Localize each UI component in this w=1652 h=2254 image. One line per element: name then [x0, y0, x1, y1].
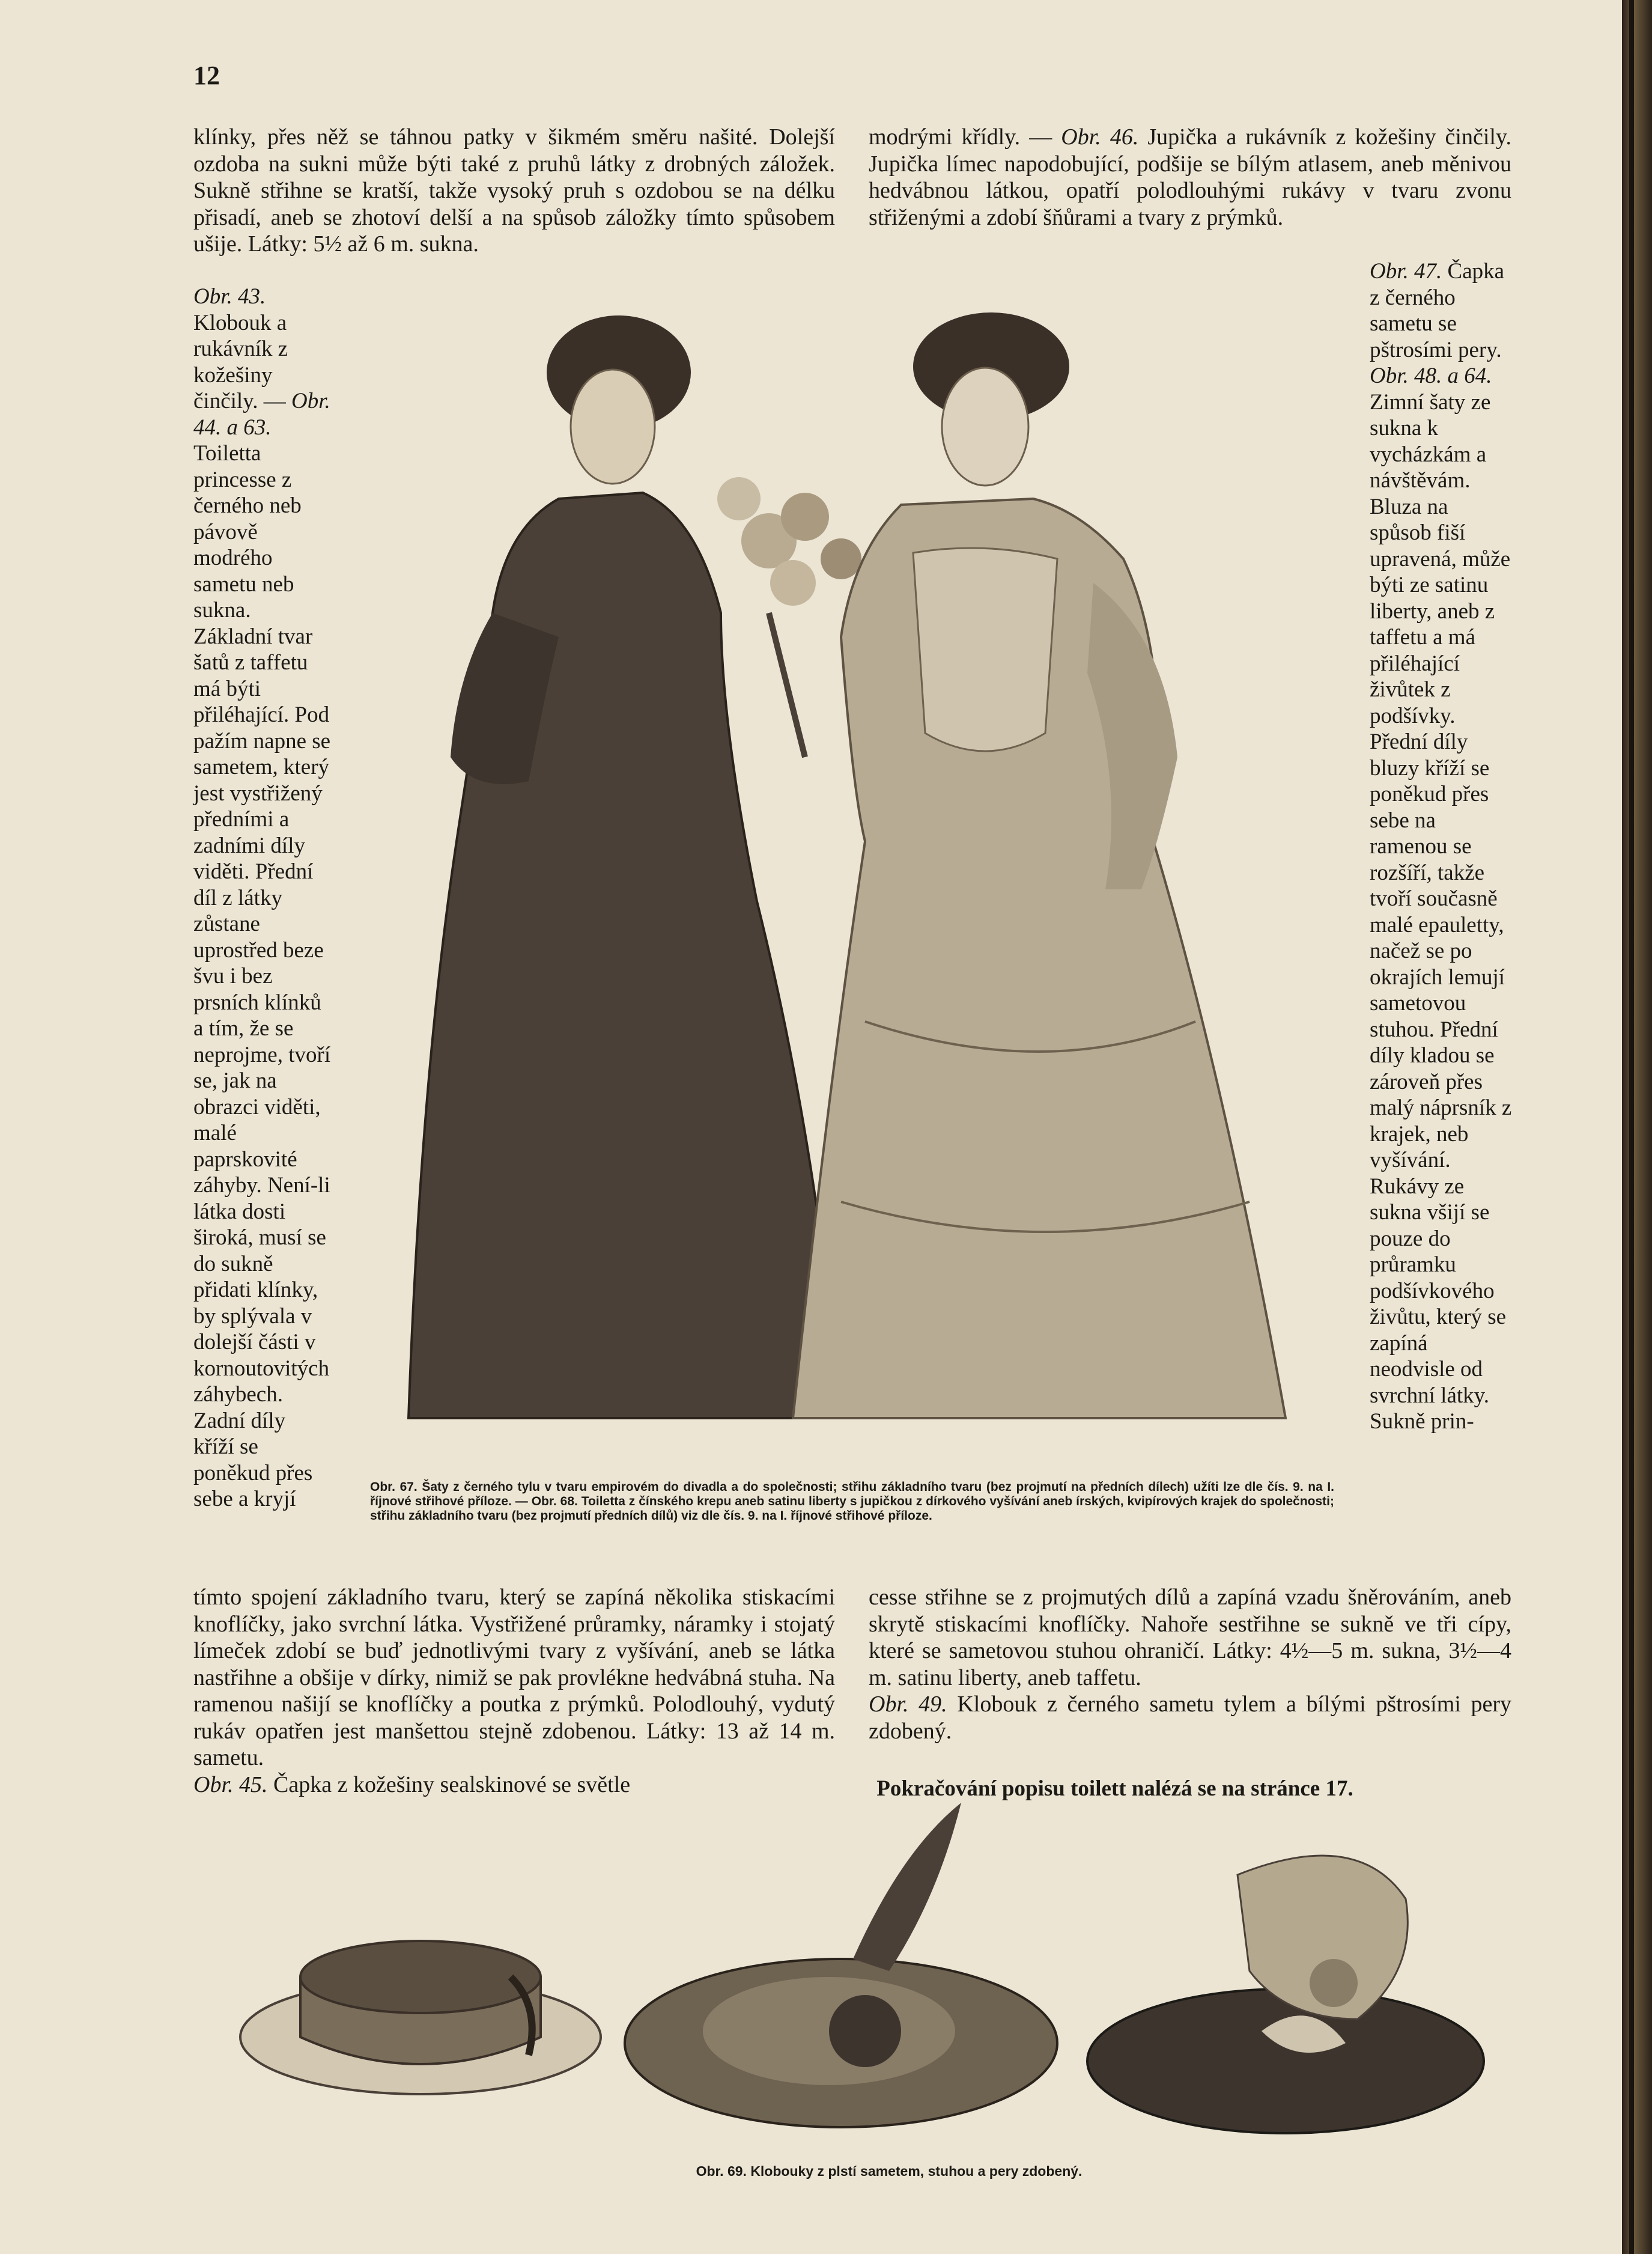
- hat-left: [240, 1941, 601, 2094]
- woman-right-face: [942, 368, 1028, 486]
- figure-ref-44-63: Obr. 44. a 63.: [193, 389, 330, 440]
- text-fragment: Toiletta princesse z černého neb pávově modrého sametu neb sukna. Základní tvar šatů z taffetu má býti přiléhající. Pod pažím napne se sametem, který jest vystřižený předními a zadními díly viděti. Přední díl z látky zůstane uprostřed beze švu i bez prsních klínků a tím, že se neprojme, tvoří se, jak na obrazci viděti, malé paprskovité záhyby. Není-li látka dosti široká, musí se do sukně přidati klínky, by splývala v dolejší části v kornoutovitých záhybech. Zadní díly kříží se poněkud přes sebe a kryjí: [193, 441, 331, 1511]
- spine-edge: [1629, 0, 1634, 2254]
- column-2-bottom-text: [869, 1584, 1511, 1744]
- paragraph-figure-48-continuation: cesse střihne se z projmutých dílů a zapíná vzadu šněrováním, aneb skrytě stiskacími knoflíčky. Nahoře sestřihne se sukně ve tři cípy, které se sametovou stuhou ohraničí. Látky: 4½—5 m. sukna, 3½—4 m. satinu liberty, aneb taffetu.: [869, 1585, 1511, 1690]
- hat-center: [625, 1803, 1057, 2127]
- paragraph-figure-42-continuation: klínky, přes něž se táhnou patky v šikmém směru našité. Dolejší ozdoba na sukni může býti také z pruhů látky z drobných záložek. Sukně střihne se kratší, takže vysoký pruh s ozdobou se na délku přisadí, aneb se zhotoví delší a na spůsob záložky tímto spůsobem ušije. Látky: 5½ až 6 m. sukna.: [193, 124, 835, 257]
- hat-right: [1087, 1856, 1484, 2133]
- caption-figure-69: Obr. 69. Klobouky z plstí sametem, stuhou a pery zdobený.: [696, 2163, 1083, 2179]
- figure-ref-49: Obr. 49.: [869, 1692, 947, 1717]
- right-narrow-column: [1370, 258, 1514, 1435]
- text-fragment: modrými křídly. —: [869, 124, 1061, 150]
- hats-illustration: [228, 1779, 1550, 2151]
- fashion-illustration-two-women: [384, 300, 1352, 1490]
- paragraph-figure-49: [869, 1691, 1511, 1744]
- page-number: 12: [193, 61, 220, 90]
- figure-ref-45: Obr. 45.: [193, 1771, 268, 1797]
- caption-figures-67-68: Obr. 67. Šaty z černého tylu v tvaru empirovém do divadla a do společnosti; střihu základního tvaru (bez projmutí na předních dílech) užíti lze dle čís. 9. na I. říjnové střihové příloze. — Obr. 68. Toiletta z čínského krepu aneb satinu liberty s jupičkou z dírkového vyšívání aneb írských, kvipírových krajek do společnosti; střihu základního tvaru (bez projmutí předních dílů) viz dle čís. 9. na I. říjnové střihové příloze.: [370, 1480, 1334, 1523]
- left-narrow-column: [193, 284, 332, 1512]
- book-spine: [1622, 0, 1652, 2254]
- figure-ref-48-64: Obr. 48. a 64.: [1370, 364, 1492, 388]
- woman-left-face: [571, 370, 655, 484]
- text-fragment: Čapka z kožešiny sealskinové se světle: [267, 1771, 631, 1797]
- column-1-top-text: [193, 124, 835, 258]
- text-fragment: Klobouk a rukávník z kožešiny činčily. —: [193, 310, 292, 413]
- text-fragment: Čapka z černého sametu se pštrosími pery.: [1370, 259, 1505, 362]
- figure-ref-43: Obr. 43.: [193, 284, 266, 309]
- figure-ref-47: Obr. 47.: [1370, 259, 1442, 284]
- lace-bodice: [913, 548, 1057, 751]
- column-1-bottom-text: [193, 1584, 835, 1798]
- text-fragment: Klobouk z černého sametu tylem a bílými pštrosími pery zdobený.: [869, 1692, 1511, 1744]
- paragraph-figure-46: [869, 124, 1511, 231]
- text-fragment: Jupička a rukávník z kožešiny činčily. Jupička límec napodobující, podšije se bílým atlasem, aneb měnivou hedvábnou látkou, opatří polodlouhými rukávy v tvaru zvonu střiženými a zdobí šňůrami a tvary z prýmků.: [869, 124, 1511, 230]
- column-2-top-text: [869, 124, 1511, 231]
- figure-ref-46: Obr. 46.: [1061, 124, 1139, 150]
- paragraph-figure-44-continuation: tímto spojení základního tvaru, který se zapíná několika stiskacími knoflíčky, jako svrchní látka. Vystřižené průramky, náramky i stojatý límeček zdobí se buď jednotlivými tvary z vyšívání, aneb se látka nastřihne a obšije v dírky, nimiž se pak provlékne hedvábná stuha. Na ramenou našijí se knoflíčky a poutka z prýmků. Polodlouhý, vydutý rukáv opatřen jest manšettou stejně zdobenou. Látky: 13 až 14 m. sametu.: [193, 1585, 835, 1770]
- text-fragment: Zimní šaty ze sukna k vycházkám a návštěvám. Bluza na spůsob fiší upravená, může býti ze satinu liberty, aneb z taffetu a má přiléhající živůtek z podšívky. Přední díly bluzy kříží se poněkud přes sebe na ramenou se rozšíří, takže tvoří současně malé epauletty, načež se po okrajích lemují sametovou stuhou. Přední díly kladou se zároveň přes malý náprsník z krajek, neb vyšívání. Rukávy ze sukna všijí se pouze do průramku podšívkového živůtu, který se zapíná neodvisle od svrchní látky. Sukně prin-: [1370, 389, 1512, 1434]
- paragraph-figure-43: [193, 284, 332, 1512]
- continuation-note: Pokračování popisu toilett nalézá se na stránce 17.: [876, 1776, 1353, 1801]
- paragraph-figure-47: [1370, 258, 1514, 1435]
